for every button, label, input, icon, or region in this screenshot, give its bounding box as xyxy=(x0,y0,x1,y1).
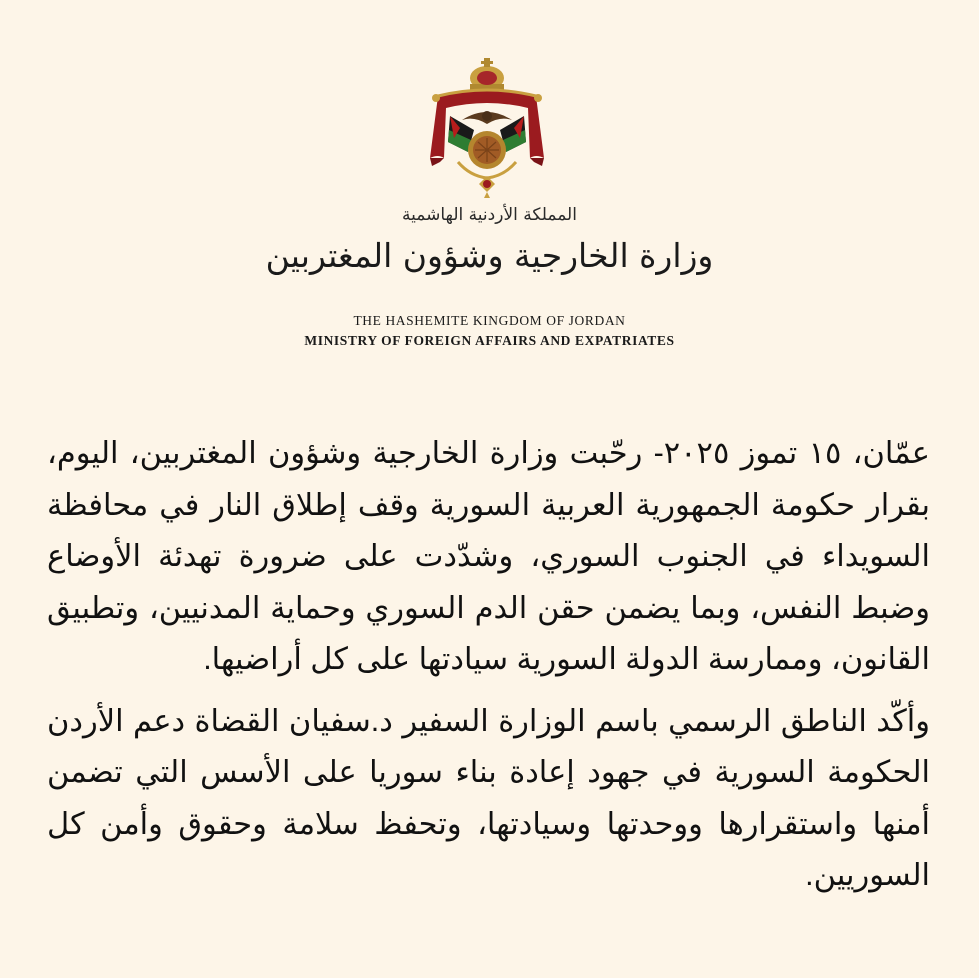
ministry-name-arabic: وزارة الخارجية وشؤون المغتربين xyxy=(265,236,714,275)
kingdom-name-arabic: المملكة الأردنية الهاشمية xyxy=(402,205,577,225)
crown-icon xyxy=(470,58,504,92)
medal-icon xyxy=(479,176,495,198)
statement-paragraph-1: عمّان، ١٥ تموز ٢٠٢٥- رحّبت وزارة الخارجية وشؤون المغتربين، اليوم، بقرار حكومة الجمهورية العربية السورية وقف إطلاق النار في محافظة السويداء في الجنوب السوري، وشدّدت على ضرورة تهدئة الأوضاع وضبط النفس، وبما يضمن حقن الدم السوري وحماية المدنيين، وتطبيق القانون، وممارسة الدولة السورية سيادتها على كل أراضيها. xyxy=(47,436,931,676)
ministry-name-english: MINISTRY OF FOREIGN AFFAIRS AND EXPATRIATES xyxy=(304,333,675,348)
letterhead xyxy=(0,0,979,360)
jordan-coat-of-arms-icon xyxy=(418,58,556,200)
eagle-icon xyxy=(462,111,512,124)
statement-paragraph-2: وأكّد الناطق الرسمي باسم الوزارة السفير د.سفيان القضاة دعم الأردن الحكومة السورية في جهود إعادة بناء سوريا على الأسس التي تضمن أمنها واستقرارها ووحدتها وسيادتها، وتحفظ سلامة وحقوق وأمن كل السوريين. xyxy=(47,703,930,892)
kingdom-name-english: THE HASHEMITE KINGDOM OF JORDAN xyxy=(353,313,626,328)
shield-icon xyxy=(468,131,506,169)
press-statement xyxy=(47,428,930,902)
